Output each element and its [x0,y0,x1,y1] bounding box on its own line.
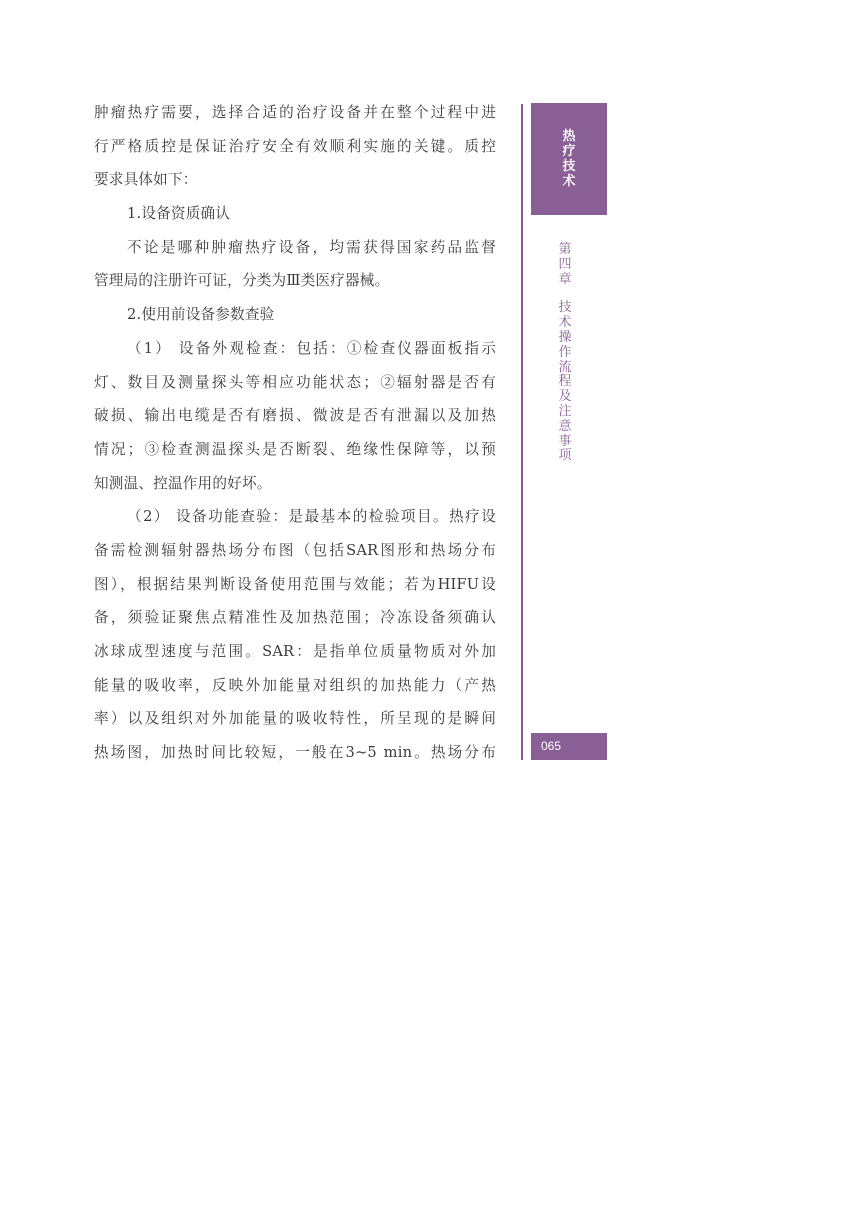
vertical-char: 操 [558,329,572,345]
text-line: 知测温、控温作用的好坏。 [94,474,272,492]
chapter-title [557,301,573,464]
text-line: 图），根据结果判断设备使用范围与效能；若为HIFU设 [94,575,496,593]
text-line: 破损、输出电缆是否有磨损、微波是否有泄漏以及加热 [94,407,496,425]
body-text [94,96,496,770]
side-tab [531,103,607,215]
text-line: 不论是哪种肿瘤热疗设备，均需获得国家药品监督 [127,238,496,256]
vertical-char: 疗 [562,144,576,159]
text-line: 冰球成型速度与范围。SAR：是指单位质量物质对外加 [94,643,496,660]
vertical-char: 四 [558,256,572,272]
vertical-char: 术 [562,174,576,189]
vertical-char: 术 [558,315,572,331]
text-line: 肿瘤热疗需要，选择合适的治疗设备并在整个过程中进 [94,104,496,121]
vertical-char: 第 [558,242,572,257]
text-line: 要求具体如下： [94,171,198,189]
text-line: 备需检测辐射器热场分布图（包括SAR图形和热场分布 [94,541,496,559]
text-line: 灯、数目及测量探头等相应功能状态；②辐射器是否有 [94,373,496,391]
vertical-char: 意 [558,418,572,434]
section-heading: 2.使用前设备参数查验 [127,306,275,324]
vertical-char: 技 [562,159,576,174]
chapter-running-head [557,243,573,464]
text-line: （1） 设备外观检查：包括：①检查仪器面板指示 [127,339,496,357]
vertical-char: 热 [562,129,576,144]
vertical-char: 事 [558,433,572,449]
vertical-char: 技 [558,300,572,316]
vertical-char: 章 [558,271,572,287]
chapter-number [557,243,573,287]
section-heading: 1.设备资质确认 [127,205,231,223]
margin-divider [521,104,523,760]
text-line: 行严格质控是保证治疗安全有效顺利实施的关键。质控 [94,137,496,155]
vertical-char: 注 [558,403,572,419]
vertical-char: 项 [558,448,572,464]
text-line: 管理局的注册许可证，分类为Ⅲ类医疗器械。 [94,272,390,290]
text-line: （2） 设备功能查验：是最基本的检验项目。热疗设 [127,508,496,526]
page-number: 065 [531,733,607,760]
text-line: 备，须验证聚焦点精准性及加热范围；冷冻设备须确认 [94,609,496,627]
vertical-char: 程 [558,374,572,390]
side-tab-label [562,129,575,189]
text-line: 热场图，加热时间比较短，一般在3~5 min。热场分布 [94,744,496,762]
text-line: 率）以及组织对外加能量的吸收特性，所呈现的是瞬间 [94,710,496,728]
text-line: 能量的吸收率，反映外加能量对组织的加热能力（产热 [94,676,496,694]
vertical-char: 及 [558,389,572,405]
text-line: 情况；③检查测温探头是否断裂、绝缘性保障等，以预 [94,440,496,458]
vertical-char: 作 [558,344,572,360]
vertical-char: 流 [558,359,572,375]
